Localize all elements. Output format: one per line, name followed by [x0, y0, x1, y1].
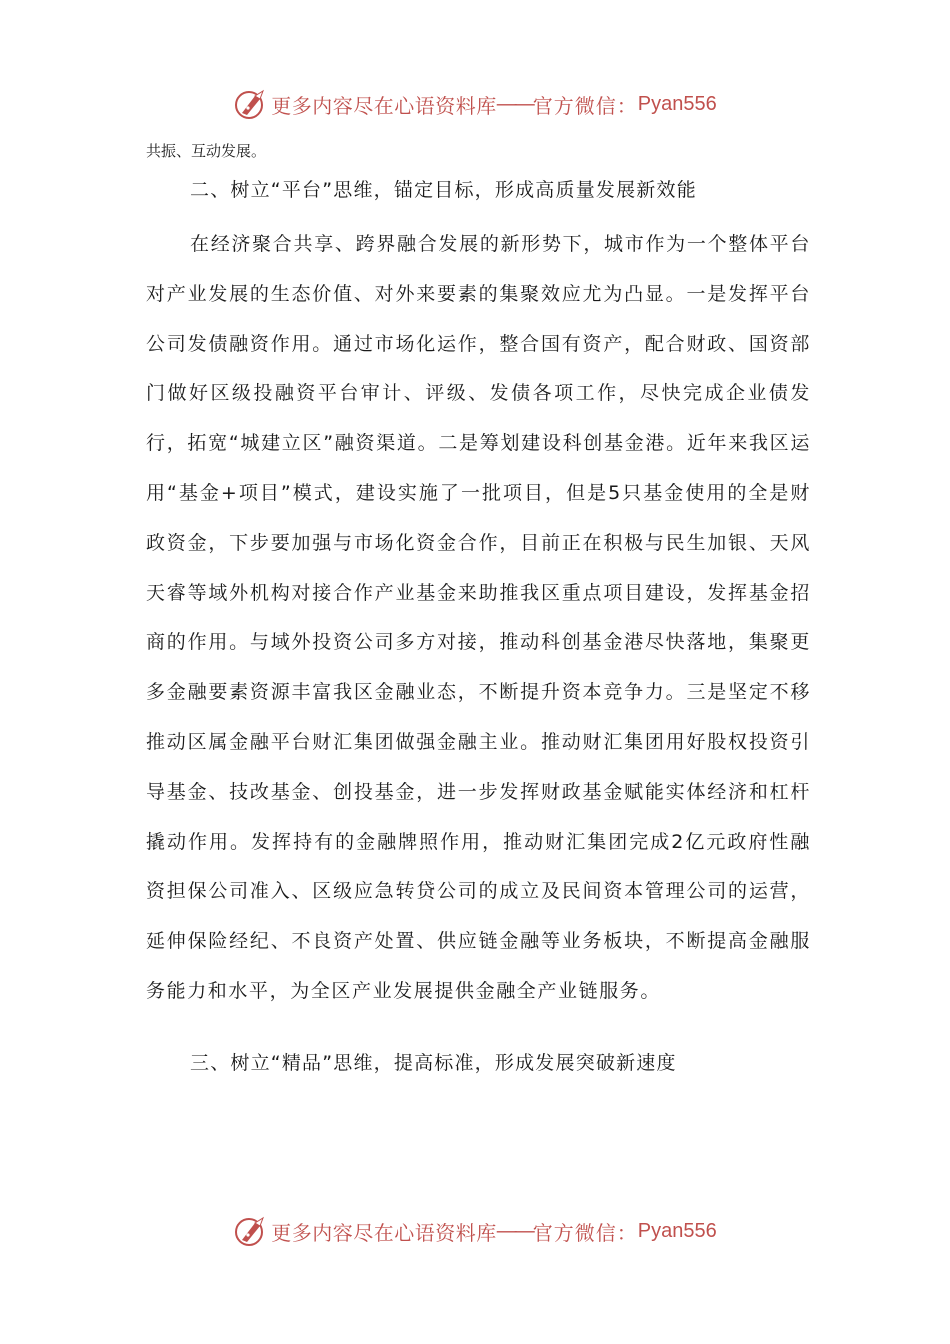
watermark-contact-label: 官方微信： — [532, 93, 638, 118]
footer-watermark — [0, 1211, 950, 1251]
watermark-contact-handle: Pyan556 — [637, 1219, 717, 1242]
pen-nib-logo-icon — [233, 87, 267, 121]
continuation-fragment: 共振、互动发展。 — [146, 142, 267, 160]
watermark-contact-handle: Pyan556 — [637, 92, 717, 115]
document-body — [146, 140, 811, 1081]
pen-nib-logo-icon — [233, 1214, 267, 1248]
watermark-separator: —— — [496, 92, 533, 115]
watermark-brand-text: 更多内容尽在心语资料库 — [271, 93, 497, 118]
section-heading-2: 二、树立“平台”思维，锚定目标，形成高质量发展新效能 — [190, 179, 697, 201]
watermark-contact-label: 官方微信： — [532, 1220, 638, 1245]
section-heading-3: 三、树立“精品”思维，提高标准，形成发展突破新速度 — [190, 1051, 677, 1074]
header-watermark — [0, 84, 950, 124]
watermark-separator: —— — [496, 1219, 533, 1242]
body-paragraph: 在经济聚合共享、跨界融合发展的新形势下，城市作为一个整体平台对产业发展的生态价值、对外来要素的集聚效应尤为凸显。一是发挥平台公司发债融资作用。通过市场化运作，整合国有资产，配合财政、国资部门做好区级投融资平台审计、评级、发债各项工作，尽快完成企业债发行，拓宽“城建立区”融资渠道。二是筹划建设科创基金港。近年来我区运用“基金+项目”模式，建设实施了一批项目，但是5只基金使用的全是财政资金，下步要加强与市场化资金合作，目前正在积极与民生加银、天风天睿等域外机构对接合作产业基金来助推我区重点项目建设，发挥基金招商的作用。与域外投资公司多方对接，推动科创基金港尽快落地，集聚更多金融要素资源丰富我区金融业态，不断提升资本竞争力。三是坚定不移推动区属金融平台财汇集团做强金融主业。推动财汇集团用好股权投资引导基金、技改基金、创投基金，进一步发挥财政基金赋能实体经济和杠杆撬动作用。发挥持有的金融牌照作用，推动财汇集团完成2亿元政府性融资担保公司准入、区级应急转贷公司的成立及民间资本管理公司的运营，延伸保险经纪、不良资产处置、供应链金融等业务板块，不断提高金融服务能力和水平，为全区产业发展提供金融全产业链服务。 — [146, 233, 811, 1002]
watermark-brand-text: 更多内容尽在心语资料库 — [271, 1220, 497, 1245]
